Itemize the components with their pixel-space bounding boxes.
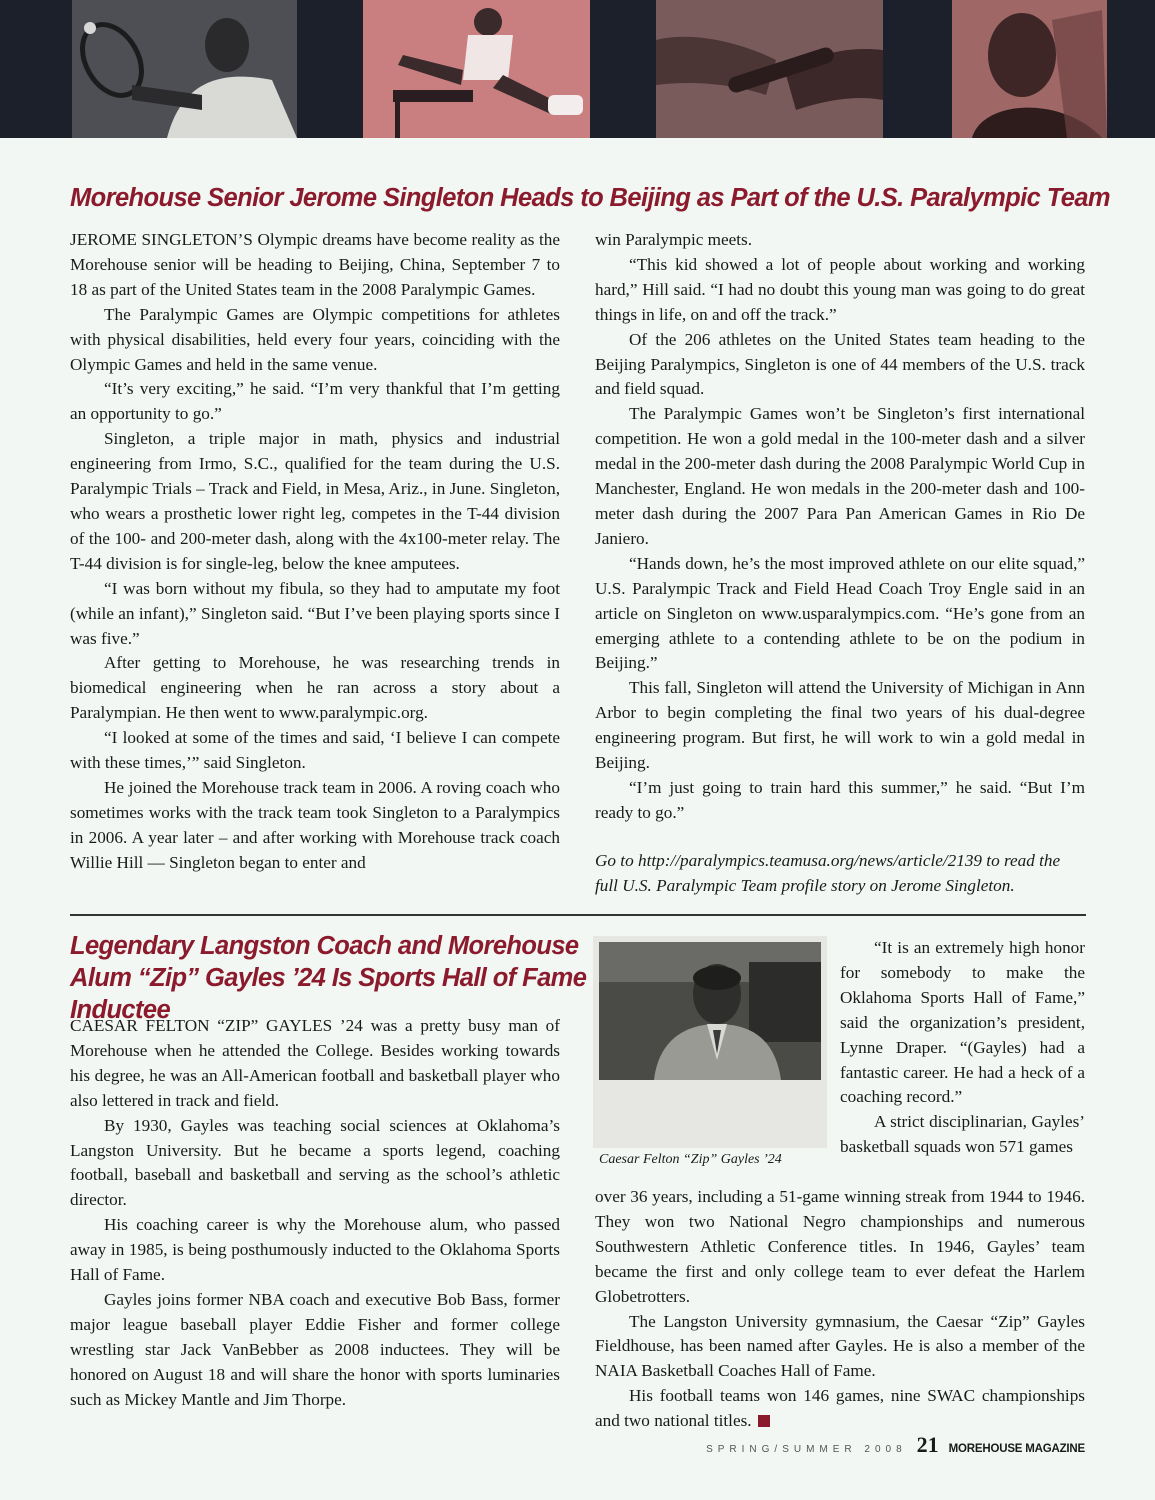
paragraph: CAESAR FELTON “ZIP” GAYLES ’24 was a pretty busy man of Morehouse when he attended the College. Besides working towards his degree, he was an All-American football and basketball player who also lettered in track and field. xyxy=(70,1016,560,1110)
page-number: 21 xyxy=(916,1432,939,1457)
paragraph: His coaching career is why the Morehouse alum, who passed away in 1985, is being posthumously inducted to the Oklahoma Sports Hall of Fame. xyxy=(70,1215,560,1285)
paragraph: “I was born without my fibula, so they had to amputate my foot (while an infant),” Singleton said. “But I’ve been playing sports since I was five.” xyxy=(70,578,560,648)
banner-photo-athlete-portrait xyxy=(952,0,1107,138)
article-1-web-link-note: Go to http://paralympics.teamusa.org/news/article/2139 to read the full U.S. Paralympic Team profile story on Jerome Singleton. xyxy=(595,851,1061,895)
paragraph: Singleton, a triple major in math, physics and industrial engineering from Irmo, S.C., qualified for the team during the U.S. Paralympic Trials – Track and Field, in Mesa, Ariz., in June. Singleton, who wears a prosthetic lower right leg, competes in the T-44 division of the 100- and 200-meter dash, along with the 4x100-meter relay. The T-44 division is for single-leg, below the knee amputees. xyxy=(70,429,560,573)
page-footer xyxy=(706,1432,1085,1458)
banner-photo-hurdler xyxy=(363,0,590,138)
paragraph: “I looked at some of the times and said, ‘I believe I can compete with these times,’” said Singleton. xyxy=(70,728,560,773)
paragraph: After getting to Morehouse, he was researching trends in biomedical engineering when he ran across a story about a Paralympian. He then went to www.paralympic.org. xyxy=(70,653,560,723)
magazine-name: MOREHOUSE MAGAZINE xyxy=(948,1443,1085,1455)
paragraph: The Langston University gymnasium, the Caesar “Zip” Gayles Fieldhouse, has been named after Gayles. He is also a member of the NAIA Basketball Coaches Hall of Fame. xyxy=(595,1311,1085,1381)
paragraph-final xyxy=(595,1384,1085,1434)
article-1-column-2 xyxy=(595,228,1085,826)
paragraph: Of the 206 athletes on the United States team heading to the Beijing Paralympics, Singleton is one of 44 members of the U.S. track and field squad. xyxy=(595,329,1085,399)
banner-photo-tennis-player xyxy=(72,0,297,138)
paragraph: This fall, Singleton will attend the University of Michigan in Ann Arbor to begin completing the final two years of his dual-degree engineering program. But first, he will work to win a gold medal in Beijing. xyxy=(595,678,1085,773)
paragraph: “It is an extremely high honor for somebody to make the Oklahoma Sports Hall of Fame,” said the organization’s president, Lynne Draper. “(Gayles) had a fantastic career. He had a heck of a coaching record.” xyxy=(840,938,1085,1107)
paragraph: over 36 years, including a 51-game winning streak from 1944 to 1946. They won two National Negro championships and numerous Southwestern Athletic Conference titles. In 1946, Gayles’ team became the first and only college team to ever defeat the Harlem Globetrotters. xyxy=(595,1187,1085,1306)
paragraph: Gayles joins former NBA coach and executive Bob Bass, former major league baseball player Eddie Fisher and former college wrestling star Jack VanBebber as 2008 inductees. They will be honored on August 18 and will share the honor with sports luminaries such as Mickey Mantle and Jim Thorpe. xyxy=(70,1289,560,1409)
paragraph: He joined the Morehouse track team in 2006. A roving coach who sometimes works with the track team took Singleton to a Paralympics in 2006. A year later – and after working with Morehouse track coach Willie Hill — Singleton began to enter and xyxy=(70,777,560,872)
paragraph: JEROME SINGLETON’S Olympic dreams have become reality as the Morehouse senior will be heading to Beijing, China, September 7 to 18 as part of the United States team in the 2008 Paralympic Games. xyxy=(70,230,560,299)
gayles-photo xyxy=(593,936,827,1148)
section-divider xyxy=(70,914,1086,916)
issue-season: SPRING/SUMMER 2008 xyxy=(706,1444,907,1455)
paragraph: “It’s very exciting,” he said. “I’m very thankful that I’m getting an opportunity to go.” xyxy=(70,379,560,424)
paragraph: “I’m just going to train hard this summer,” he said. “But I’m ready to go.” xyxy=(595,777,1085,822)
photo-banner xyxy=(0,0,1155,138)
paragraph: By 1930, Gayles was teaching social sciences at Oklahoma’s Langston University. But he became a sports legend, coaching football, baseball and basketball and serving as the school’s athletic director. xyxy=(70,1115,560,1210)
paragraph: The Paralympic Games are Olympic competitions for athletes with physical disabilities, held every four years, coinciding with the Olympic Games and held in the same venue. xyxy=(70,304,560,374)
paragraph: The Paralympic Games won’t be Singleton’s first international competition. He won a gold medal in the 100-meter dash and a silver medal in the 200-meter dash during the 2008 Paralympic World Cup in Manchester, England. He won medals in the 200-meter dash and 100-meter dash during the 2007 Para Pan American Games in Rio De Janiero. xyxy=(595,404,1085,548)
end-of-story-mark xyxy=(758,1415,770,1427)
banner-photo-relay-baton xyxy=(656,0,883,138)
paragraph: “Hands down, he’s the most improved athlete on our elite squad,” U.S. Paralympic Track and Field Head Coach Troy Engle said in an article on Singleton on www.usparalympics.com. “He’s gone from an emerging athlete to a contending athlete to be on the podium in Beijing.” xyxy=(595,553,1085,673)
article-2-column-2-bottom xyxy=(595,1185,1085,1434)
article-2-headline: Legendary Langston Coach and Morehouse Alum “Zip” Gayles ’24 Is Sports Hall of Fame Inductee xyxy=(70,932,587,1024)
paragraph-text: His football teams won 146 games, nine SWAC championships and two national titles. xyxy=(595,1386,1085,1431)
article-2-column-2-top xyxy=(840,936,1085,1160)
paragraph: win Paralympic meets. xyxy=(595,230,753,249)
gayles-portrait-image xyxy=(599,942,821,1080)
article-2-column-1 xyxy=(70,1014,560,1413)
paragraph: “This kid showed a lot of people about working and working hard,” Hill said. “I had no doubt this young man was going to do great things in life, on and off the track.” xyxy=(595,254,1085,324)
paragraph: A strict disciplinarian, Gayles’ basketball squads won 571 games xyxy=(840,1112,1085,1157)
article-1-headline: Morehouse Senior Jerome Singleton Heads to Beijing as Part of the U.S. Paralympic Team xyxy=(70,184,1110,212)
article-1-column-1 xyxy=(70,228,560,876)
photo-caption: Caesar Felton “Zip” Gayles ’24 xyxy=(599,1152,782,1167)
